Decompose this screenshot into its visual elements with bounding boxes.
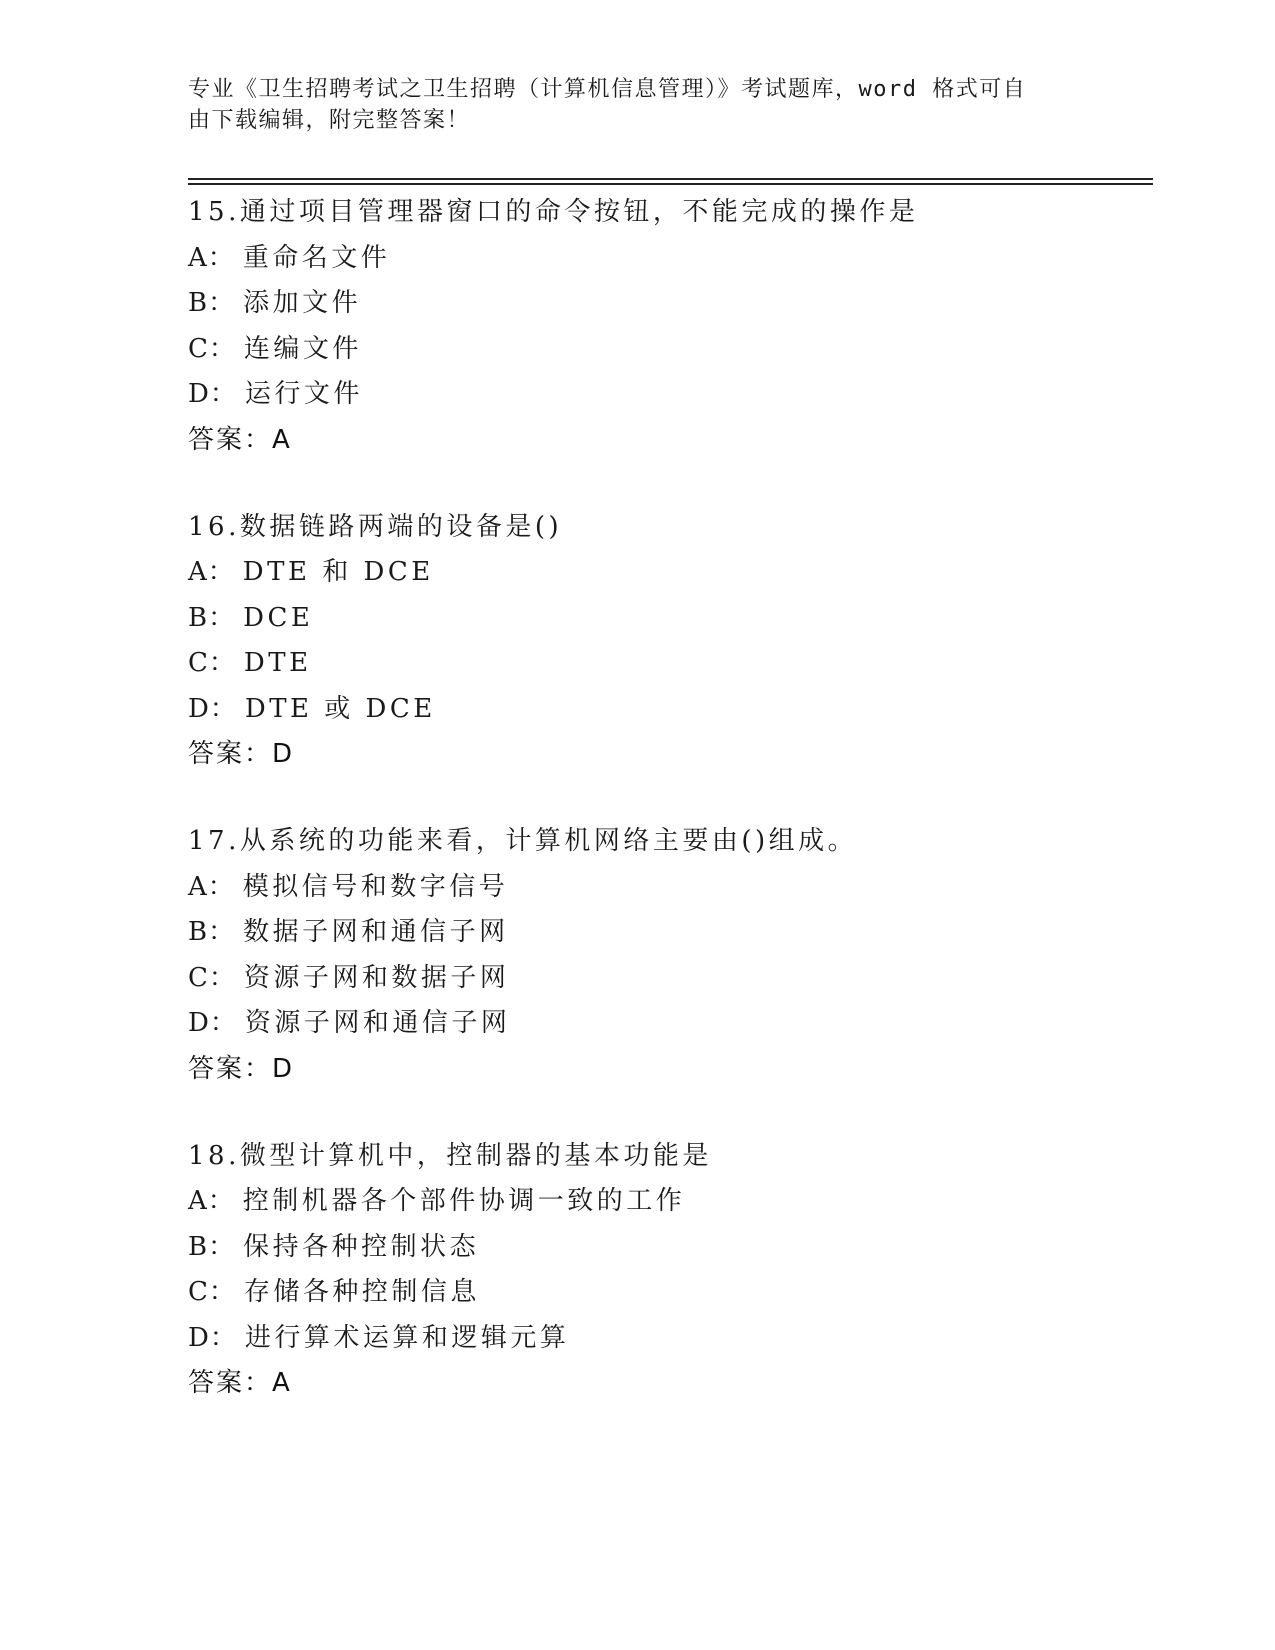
option-text: DTE 或 DCE bbox=[244, 693, 436, 724]
answer-line: 答案：D bbox=[188, 1053, 295, 1084]
option-label: C： bbox=[188, 648, 236, 678]
intro-line-2: 由下载编辑，附完整答案！ bbox=[188, 108, 471, 133]
option-text: 添加文件 bbox=[243, 288, 362, 318]
option-text: DTE 和 DCE bbox=[242, 557, 434, 587]
answer-line: 答案：D bbox=[188, 739, 295, 769]
option-a bbox=[188, 550, 1153, 596]
intro-line-1: 专业《卫生招聘考试之卫生招聘（计算机信息管理）》考试题库，word 格式可自 bbox=[188, 77, 1027, 102]
question-stem: 16.数据链路两端的设备是() bbox=[188, 511, 563, 542]
question-list bbox=[188, 190, 1153, 1448]
option-a bbox=[188, 1179, 1153, 1225]
option-b bbox=[188, 281, 1153, 327]
option-label: A： bbox=[188, 1186, 235, 1216]
header-divider-top bbox=[188, 178, 1153, 180]
option-label: C： bbox=[188, 962, 236, 993]
option-text: DCE bbox=[243, 602, 314, 633]
option-label: D： bbox=[188, 693, 237, 724]
option-text: 重命名文件 bbox=[242, 242, 391, 273]
option-text: 连编文件 bbox=[243, 333, 362, 364]
option-c bbox=[188, 956, 1153, 1002]
option-label: B： bbox=[188, 602, 236, 633]
option-b bbox=[188, 910, 1153, 956]
answer-line: 答案：A bbox=[188, 424, 292, 455]
header-divider-bottom bbox=[188, 183, 1153, 185]
question-item bbox=[188, 505, 1153, 778]
option-label: A： bbox=[188, 557, 235, 587]
option-text: 资源子网和通信子网 bbox=[244, 1008, 511, 1038]
option-label: C： bbox=[188, 333, 236, 364]
option-d bbox=[188, 372, 1153, 418]
document-intro bbox=[188, 74, 1068, 136]
answer-line: 答案：A bbox=[188, 1368, 292, 1398]
option-b bbox=[188, 1225, 1153, 1271]
option-d bbox=[188, 687, 1153, 733]
option-text: 存储各种控制信息 bbox=[243, 1277, 480, 1307]
option-label: C： bbox=[188, 1277, 236, 1307]
option-text: 控制机器各个部件协调一致的工作 bbox=[242, 1186, 686, 1216]
option-c bbox=[188, 327, 1153, 373]
option-a bbox=[188, 865, 1153, 911]
option-d bbox=[188, 1316, 1153, 1362]
question-item bbox=[188, 190, 1153, 463]
option-text: 资源子网和数据子网 bbox=[243, 962, 510, 993]
question-item bbox=[188, 819, 1153, 1092]
option-text: 数据子网和通信子网 bbox=[243, 917, 509, 947]
option-a bbox=[188, 236, 1153, 282]
question-stem: 17.从系统的功能来看，计算机网络主要由()组成。 bbox=[188, 826, 858, 856]
question-stem: 18.微型计算机中，控制器的基本功能是 bbox=[188, 1140, 712, 1171]
option-text: 模拟信号和数字信号 bbox=[242, 871, 509, 902]
question-item bbox=[188, 1134, 1153, 1407]
option-text: 保持各种控制状态 bbox=[243, 1231, 480, 1262]
option-text: DTE bbox=[243, 648, 312, 678]
option-label: D： bbox=[188, 1008, 237, 1038]
option-text: 运行文件 bbox=[244, 379, 363, 409]
question-stem: 15.通过项目管理器窗口的命令按钮，不能完成的操作是 bbox=[188, 197, 919, 227]
option-label: B： bbox=[188, 288, 236, 318]
option-d bbox=[188, 1001, 1153, 1047]
option-b bbox=[188, 596, 1153, 642]
option-label: B： bbox=[188, 1231, 236, 1262]
option-label: A： bbox=[188, 871, 235, 902]
option-label: D： bbox=[188, 1322, 237, 1353]
option-label: A： bbox=[188, 242, 235, 273]
option-c bbox=[188, 1270, 1153, 1316]
option-c bbox=[188, 641, 1153, 687]
option-text: 进行算术运算和逻辑元算 bbox=[244, 1322, 570, 1353]
option-label: D： bbox=[188, 379, 237, 409]
option-label: B： bbox=[188, 917, 236, 947]
